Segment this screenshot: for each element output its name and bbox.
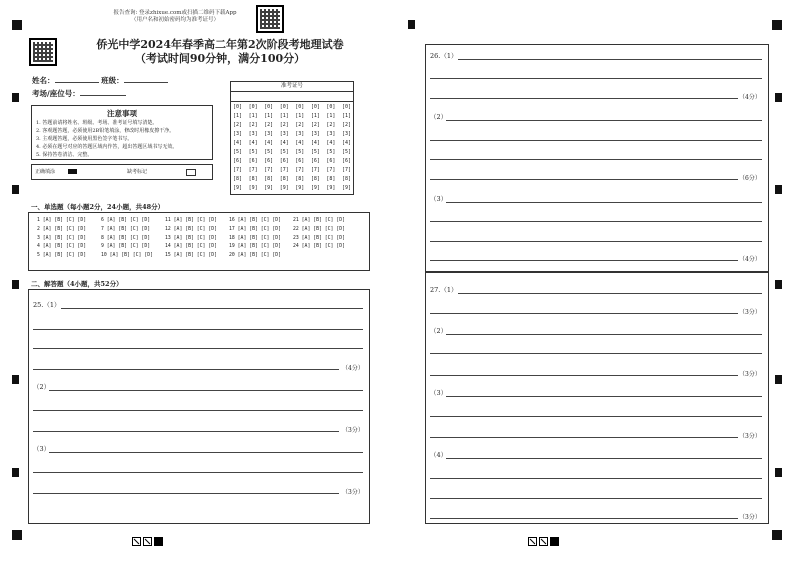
exam-id-bubble[interactable]: [6] bbox=[248, 158, 258, 164]
q27-part2-label: （2） bbox=[430, 327, 448, 335]
exam-id-bubble[interactable]: [7] bbox=[279, 167, 289, 173]
answer-line bbox=[430, 478, 762, 479]
exam-id-bubble[interactable]: [0] bbox=[295, 104, 305, 110]
answer-line bbox=[430, 518, 738, 519]
marker-filled bbox=[550, 537, 559, 546]
exam-id-bubble[interactable]: [5] bbox=[248, 149, 258, 155]
q25-part1-label: 25.（1） bbox=[33, 301, 61, 309]
exam-id-bubble[interactable]: [8] bbox=[310, 176, 320, 182]
exam-id-bubble[interactable]: [2] bbox=[326, 122, 336, 128]
exam-id-bubble[interactable]: [8] bbox=[233, 176, 243, 182]
answer-line bbox=[430, 221, 762, 222]
exam-id-column bbox=[249, 103, 258, 193]
exam-id-bubble[interactable]: [0] bbox=[326, 104, 336, 110]
exam-id-bubble[interactable]: [0] bbox=[264, 104, 274, 110]
exam-id-bubble[interactable]: [9] bbox=[248, 185, 258, 191]
answer-line bbox=[33, 493, 339, 494]
exam-id-bubble[interactable]: [3] bbox=[264, 131, 274, 137]
notice-item: 4. 必须在题号对应的答题区域内作答，超出答题区域书写无效。 bbox=[36, 144, 178, 150]
exam-id-bubble[interactable]: [3] bbox=[310, 131, 320, 137]
exam-id-bubble[interactable]: [1] bbox=[341, 113, 351, 119]
marker-empty bbox=[143, 537, 152, 546]
notice-list bbox=[32, 119, 212, 159]
timing-mark bbox=[12, 93, 19, 102]
timing-mark bbox=[12, 280, 19, 289]
q26-part3-score: （4分） bbox=[739, 256, 761, 263]
exam-id-bubble[interactable]: [3] bbox=[341, 131, 351, 137]
exam-id-bubbles bbox=[233, 103, 351, 193]
answer-line bbox=[430, 416, 762, 417]
q26-part2-score: （6分） bbox=[739, 175, 761, 182]
answer-line bbox=[33, 472, 363, 473]
answer-line bbox=[430, 140, 762, 141]
page-title: 侨光中学2024年春季高二年第2次阶段考地理试卷 （考试时间90分钟，满分100分） bbox=[96, 38, 344, 65]
correct-fill-label: 正确填涂 bbox=[35, 169, 56, 175]
exam-id-bubble[interactable]: [5] bbox=[264, 149, 274, 155]
q25-part3-score: （3分） bbox=[342, 489, 364, 496]
fill-sample-box bbox=[31, 164, 213, 180]
sheet-qr-code bbox=[29, 38, 57, 66]
answer-line bbox=[33, 348, 363, 349]
mc-question-row[interactable]: 15 [A] [B] [C] [D] bbox=[165, 253, 217, 259]
section1-title: 一、单选题（每小题2分，24小题，共48分） bbox=[31, 203, 165, 211]
timing-mark bbox=[12, 185, 19, 194]
mc-question-row[interactable]: 18 [A] [B] [C] [D] bbox=[229, 235, 281, 241]
exam-id-bubble[interactable]: [8] bbox=[279, 176, 289, 182]
exam-id-bubble[interactable]: [2] bbox=[341, 122, 351, 128]
exam-id-bubble[interactable]: [0] bbox=[248, 104, 258, 110]
exam-id-bubble[interactable]: [1] bbox=[279, 113, 289, 119]
exam-id-bubble[interactable]: [6] bbox=[326, 158, 336, 164]
timing-mark bbox=[775, 280, 782, 289]
mc-question-row[interactable]: 7 [A] [B] [C] [D] bbox=[101, 226, 151, 232]
q27-answer-box[interactable] bbox=[425, 272, 769, 524]
q25-part1-score: （4分） bbox=[342, 365, 364, 372]
q27-part3-score: （3分） bbox=[739, 433, 761, 440]
q25-part2-label: （2） bbox=[33, 383, 51, 391]
exam-id-bubble[interactable]: [5] bbox=[295, 149, 305, 155]
exam-id-bubble[interactable]: [0] bbox=[310, 104, 320, 110]
corner-mark bbox=[772, 20, 782, 30]
exam-id-bubble[interactable]: [4] bbox=[233, 140, 243, 146]
exam-id-bubble[interactable]: [8] bbox=[326, 176, 336, 182]
mc-question-row[interactable]: 24 [A] [B] [C] [D] bbox=[293, 244, 345, 250]
q27-part2-score: （3分） bbox=[739, 371, 761, 378]
name-field[interactable] bbox=[55, 74, 99, 83]
section2-title: 二、解答题（4小题，共52分） bbox=[31, 280, 123, 288]
mc-question-row[interactable]: 21 [A] [B] [C] [D] bbox=[293, 218, 345, 223]
exam-id-bubble[interactable]: [9] bbox=[326, 185, 336, 191]
class-field[interactable] bbox=[124, 74, 168, 83]
mc-question-row[interactable]: 9 [A] [B] [C] [D] bbox=[101, 244, 151, 250]
q25-part3-label: （3） bbox=[33, 445, 51, 453]
exam-id-bubble[interactable]: [7] bbox=[248, 167, 258, 173]
q25-answer-box[interactable] bbox=[28, 289, 370, 524]
exam-id-bubble[interactable]: [2] bbox=[310, 122, 320, 128]
timing-mark bbox=[12, 375, 19, 384]
mc-question-row[interactable]: 23 [A] [B] [C] [D] bbox=[293, 235, 345, 241]
exam-id-bubble[interactable]: [9] bbox=[279, 185, 289, 191]
exam-id-bubble[interactable]: [8] bbox=[248, 176, 258, 182]
answer-line bbox=[33, 410, 363, 411]
exam-id-bubble[interactable]: [4] bbox=[264, 140, 274, 146]
exam-id-bubble[interactable]: [1] bbox=[233, 113, 243, 119]
exam-id-bubble[interactable]: [0] bbox=[341, 104, 351, 110]
exam-id-bubble[interactable]: [5] bbox=[341, 149, 351, 155]
mc-column bbox=[165, 217, 229, 261]
exam-id-bubble[interactable]: [9] bbox=[341, 185, 351, 191]
answer-line bbox=[446, 396, 762, 397]
exam-id-bubble[interactable]: [6] bbox=[279, 158, 289, 164]
notice-item: 5. 保持答卷清洁、完整。 bbox=[36, 152, 93, 158]
mc-column bbox=[101, 217, 165, 261]
exam-id-bubble[interactable]: [9] bbox=[310, 185, 320, 191]
app-qr-code bbox=[256, 5, 284, 33]
q27-part1-label: 27.（1） bbox=[430, 286, 458, 294]
q27-part4-score: （3分） bbox=[739, 514, 761, 521]
mc-question-row[interactable]: 13 [A] [B] [C] [D] bbox=[165, 235, 217, 241]
exam-id-column bbox=[295, 103, 304, 193]
exam-id-bubble[interactable]: [1] bbox=[310, 113, 320, 119]
exam-id-bubble[interactable]: [8] bbox=[264, 176, 274, 182]
q27-part1-score: （3分） bbox=[739, 309, 761, 316]
mc-question-row[interactable]: 10 [A] [B] [C] [D] bbox=[101, 253, 153, 259]
exam-id-bubble[interactable]: [3] bbox=[295, 131, 305, 137]
exam-id-bubble[interactable]: [6] bbox=[295, 158, 305, 164]
exam-id-bubble[interactable]: [7] bbox=[264, 167, 274, 173]
answer-line bbox=[446, 458, 762, 459]
mc-question-row[interactable]: 5 [A] [B] [C] [D] bbox=[37, 253, 87, 259]
mc-question-row[interactable]: 6 [A] [B] [C] [D] bbox=[101, 218, 151, 223]
exam-id-write-row[interactable] bbox=[231, 92, 353, 102]
answer-line bbox=[430, 78, 762, 79]
answer-line bbox=[430, 375, 738, 376]
timing-mark bbox=[775, 93, 782, 102]
exam-id-bubble[interactable]: [2] bbox=[264, 122, 274, 128]
answer-line bbox=[430, 353, 762, 354]
marker-empty bbox=[528, 537, 537, 546]
exam-id-bubble[interactable]: [2] bbox=[279, 122, 289, 128]
mc-answer-box bbox=[28, 212, 370, 271]
exam-id-bubble[interactable]: [5] bbox=[233, 149, 243, 155]
answer-line bbox=[430, 437, 738, 438]
marker-empty bbox=[539, 537, 548, 546]
exam-id-bubble[interactable]: [4] bbox=[295, 140, 305, 146]
exam-id-bubble[interactable]: [9] bbox=[233, 185, 243, 191]
exam-id-bubble[interactable]: [6] bbox=[341, 158, 351, 164]
answer-line bbox=[49, 452, 363, 453]
exam-id-box bbox=[230, 81, 354, 195]
exam-id-bubble[interactable]: [4] bbox=[341, 140, 351, 146]
mc-question-row[interactable]: 22 [A] [B] [C] [D] bbox=[293, 226, 345, 232]
answer-line bbox=[430, 179, 738, 180]
exam-id-bubble[interactable]: [8] bbox=[341, 176, 351, 182]
answer-line bbox=[446, 202, 762, 203]
timing-mark bbox=[12, 468, 19, 477]
q25-part2-score: （3分） bbox=[342, 427, 364, 434]
page-marker-right bbox=[528, 531, 561, 550]
exam-id-label: 准考证号 bbox=[231, 82, 353, 92]
report-query-note: 报告查询: 登录zhixue.com或扫描二维码下载App （用户名和初始密码均为准考证号） bbox=[113, 10, 237, 23]
class-label: 班级： bbox=[101, 76, 124, 85]
exam-id-bubble[interactable]: [0] bbox=[279, 104, 289, 110]
answer-line bbox=[430, 241, 762, 242]
room-field[interactable] bbox=[80, 87, 126, 96]
exam-id-bubble[interactable]: [7] bbox=[326, 167, 336, 173]
corner-mark bbox=[772, 530, 782, 540]
answer-line bbox=[430, 159, 762, 160]
notice-item: 2. 客观题答题，必须使用2B铅笔填涂，修改时用橡皮擦干净。 bbox=[36, 128, 175, 134]
timing-mark bbox=[775, 468, 782, 477]
room-label: 考场/座位号： bbox=[32, 89, 80, 98]
exam-id-column bbox=[280, 103, 289, 193]
exam-id-bubble[interactable]: [0] bbox=[233, 104, 243, 110]
exam-id-bubble[interactable]: [9] bbox=[264, 185, 274, 191]
exam-id-bubble[interactable]: [7] bbox=[341, 167, 351, 173]
page-marker-left bbox=[132, 531, 165, 550]
q26-part2-label: （2） bbox=[430, 113, 448, 121]
answer-line bbox=[458, 293, 762, 294]
mc-question-row[interactable]: 12 [A] [B] [C] [D] bbox=[165, 226, 217, 232]
exam-id-bubble[interactable]: [8] bbox=[295, 176, 305, 182]
corner-mark bbox=[12, 530, 22, 540]
exam-id-bubble[interactable]: [3] bbox=[326, 131, 336, 137]
exam-id-bubble[interactable]: [2] bbox=[233, 122, 243, 128]
mc-column bbox=[293, 217, 357, 261]
notice-box bbox=[31, 105, 213, 160]
exam-id-column bbox=[233, 103, 242, 193]
exam-id-bubble[interactable]: [4] bbox=[279, 140, 289, 146]
exam-id-bubble[interactable]: [2] bbox=[295, 122, 305, 128]
mc-question-row[interactable]: 20 [A] [B] [C] [D] bbox=[229, 253, 281, 259]
answer-line bbox=[458, 59, 762, 60]
answer-line bbox=[33, 329, 363, 330]
answer-line bbox=[430, 498, 762, 499]
exam-id-bubble[interactable]: [6] bbox=[264, 158, 274, 164]
exam-id-bubble[interactable]: [1] bbox=[264, 113, 274, 119]
mc-question-row[interactable]: 3 [A] [B] [C] [D] bbox=[37, 235, 87, 241]
exam-id-bubble[interactable]: [7] bbox=[310, 167, 320, 173]
mc-columns bbox=[37, 217, 357, 261]
exam-id-column bbox=[311, 103, 320, 193]
mc-question-row[interactable]: 11 [A] [B] [C] [D] bbox=[165, 218, 217, 223]
exam-id-bubble[interactable]: [7] bbox=[295, 167, 305, 173]
exam-id-column bbox=[264, 103, 273, 193]
answer-line bbox=[446, 334, 762, 335]
exam-id-column bbox=[326, 103, 335, 193]
room-row bbox=[32, 87, 126, 99]
mc-question-row[interactable]: 8 [A] [B] [C] [D] bbox=[101, 235, 151, 241]
answer-line bbox=[33, 369, 339, 370]
exam-id-bubble[interactable]: [1] bbox=[295, 113, 305, 119]
marker-empty bbox=[132, 537, 141, 546]
q26-part3-label: （3） bbox=[430, 195, 448, 203]
answer-line bbox=[61, 308, 363, 309]
exam-id-column bbox=[342, 103, 351, 193]
exam-id-bubble[interactable]: [2] bbox=[248, 122, 258, 128]
exam-id-bubble[interactable]: [1] bbox=[248, 113, 258, 119]
notice-title: 注意事项 bbox=[107, 109, 137, 118]
name-class-row bbox=[32, 74, 168, 86]
exam-id-bubble[interactable]: [1] bbox=[326, 113, 336, 119]
mc-question-row[interactable]: 14 [A] [B] [C] [D] bbox=[165, 244, 217, 250]
mc-question-row[interactable]: 1 [A] [B] [C] [D] bbox=[37, 218, 87, 223]
mc-column bbox=[229, 217, 293, 261]
exam-id-bubble[interactable]: [5] bbox=[326, 149, 336, 155]
exam-id-bubble[interactable]: [3] bbox=[233, 131, 243, 137]
exam-id-bubble[interactable]: [5] bbox=[310, 149, 320, 155]
timing-mark bbox=[408, 20, 415, 29]
q26-answer-box[interactable] bbox=[425, 44, 769, 272]
notice-item: 1. 答题前请将姓名、班级、考场、准考证号填写清楚。 bbox=[36, 120, 158, 126]
mc-question-row[interactable]: 19 [A] [B] [C] [D] bbox=[229, 244, 281, 250]
exam-id-bubble[interactable]: [9] bbox=[295, 185, 305, 191]
correct-fill-sample bbox=[68, 169, 77, 174]
absent-mark-label: 缺考标记 bbox=[127, 169, 148, 175]
mc-question-row[interactable]: 16 [A] [B] [C] [D] bbox=[229, 218, 281, 223]
timing-mark bbox=[775, 375, 782, 384]
mc-question-row[interactable]: 4 [A] [B] [C] [D] bbox=[37, 244, 87, 250]
mc-question-row[interactable]: 2 [A] [B] [C] [D] bbox=[37, 226, 87, 232]
marker-filled bbox=[154, 537, 163, 546]
answer-line bbox=[49, 390, 363, 391]
answer-line bbox=[33, 431, 339, 432]
answer-line bbox=[446, 120, 762, 121]
mc-question-row[interactable]: 17 [A] [B] [C] [D] bbox=[229, 226, 281, 232]
answer-line bbox=[430, 98, 738, 99]
timing-mark bbox=[775, 185, 782, 194]
q26-part1-label: 26.（1） bbox=[430, 52, 458, 60]
answer-line bbox=[430, 313, 738, 314]
exam-id-bubble[interactable]: [4] bbox=[326, 140, 336, 146]
q27-part4-label: （4） bbox=[430, 451, 448, 459]
exam-id-bubble[interactable]: [4] bbox=[248, 140, 258, 146]
exam-id-bubble[interactable]: [6] bbox=[233, 158, 243, 164]
corner-mark bbox=[12, 20, 22, 30]
mc-column bbox=[37, 217, 101, 261]
exam-id-bubble[interactable]: [5] bbox=[279, 149, 289, 155]
name-label: 姓名： bbox=[32, 76, 55, 85]
q26-part1-score: （4分） bbox=[739, 94, 761, 101]
exam-id-bubble[interactable]: [3] bbox=[248, 131, 258, 137]
exam-id-bubble[interactable]: [6] bbox=[310, 158, 320, 164]
exam-id-bubble[interactable]: [7] bbox=[233, 167, 243, 173]
q27-part3-label: （3） bbox=[430, 389, 448, 397]
absent-mark-box[interactable] bbox=[186, 169, 196, 176]
notice-item: 3. 主观题答题，必须使用黑色签字笔书写。 bbox=[36, 136, 133, 142]
exam-id-bubble[interactable]: [3] bbox=[279, 131, 289, 137]
answer-line bbox=[430, 260, 738, 261]
exam-id-bubble[interactable]: [4] bbox=[310, 140, 320, 146]
